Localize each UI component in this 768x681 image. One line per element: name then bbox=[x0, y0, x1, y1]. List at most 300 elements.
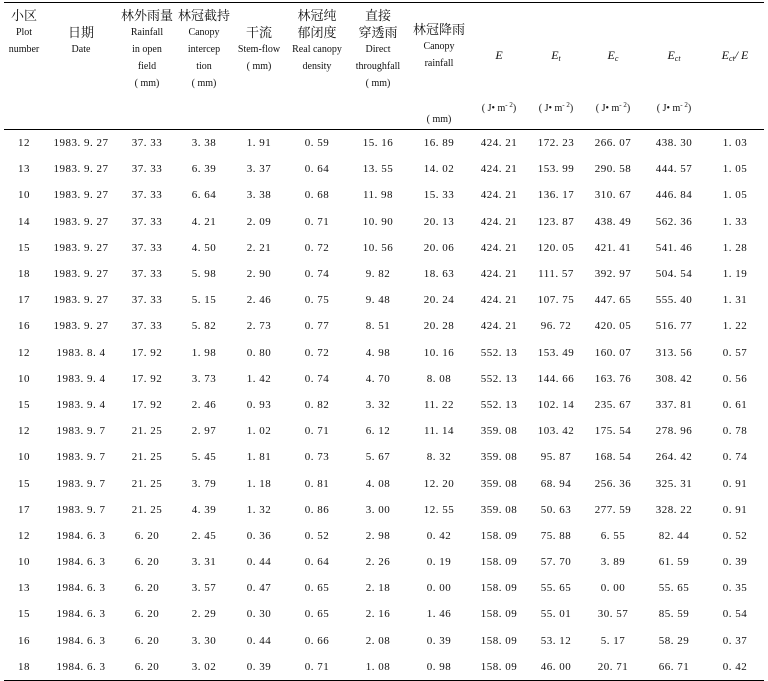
cell-Ect: 444. 57 bbox=[655, 163, 693, 176]
cell-date: 1984. 6. 3 bbox=[56, 634, 106, 647]
cell-E: 552. 13 bbox=[480, 346, 518, 359]
cell-E: 158. 09 bbox=[480, 529, 518, 542]
cell-stemflow: 0. 39 bbox=[232, 654, 286, 681]
cell-density: 0. 77 bbox=[304, 320, 330, 333]
cell-density: 0. 72 bbox=[304, 241, 330, 254]
cell-canopy-rainfall: 8. 08 bbox=[426, 372, 452, 385]
cell-stemflow: 0. 30 bbox=[246, 608, 272, 621]
header-interception: 林冠截持 Canopy intercep tion ( mm) bbox=[176, 3, 232, 130]
cell-Ec: 30. 57 bbox=[597, 608, 629, 621]
cell-stemflow: 1. 81 bbox=[246, 451, 272, 464]
cell-stemflow: 0. 47 bbox=[246, 582, 272, 595]
table-row bbox=[4, 392, 764, 418]
cell-interception: 3. 57 bbox=[191, 582, 217, 595]
cell-Et: 111. 57 bbox=[538, 268, 574, 281]
cell-rainfall: 37. 33 bbox=[131, 137, 163, 150]
cell-density: 0. 71 bbox=[304, 215, 330, 228]
cell-Ect: 85. 59 bbox=[658, 608, 690, 621]
cell-density: 0. 65 bbox=[304, 608, 330, 621]
cell-Ec: 310. 67 bbox=[594, 189, 632, 202]
cell-rainfall: 6. 20 bbox=[134, 556, 160, 569]
cell-plot: 10 bbox=[18, 556, 30, 569]
table-container bbox=[4, 0, 764, 681]
cell-Ec: 6. 55 bbox=[600, 529, 626, 542]
cell-Et: 102. 14 bbox=[537, 398, 575, 411]
cell-canopy-rainfall: 20. 28 bbox=[423, 320, 455, 333]
cell-ratio: 1. 05 bbox=[722, 189, 748, 202]
cell-rainfall: 21. 25 bbox=[131, 503, 163, 516]
cell-plot: 10 bbox=[18, 372, 30, 385]
cell-throughfall: 10. 56 bbox=[362, 241, 394, 254]
data-table bbox=[4, 2, 764, 681]
cell-plot: 15 bbox=[18, 477, 30, 490]
table-row bbox=[4, 575, 764, 601]
cell-Ect: 55. 65 bbox=[658, 582, 690, 595]
cell-rainfall: 37. 33 bbox=[131, 189, 163, 202]
table-row bbox=[4, 235, 764, 261]
cell-stemflow: 1. 91 bbox=[246, 137, 272, 150]
cell-throughfall: 2. 08 bbox=[365, 634, 391, 647]
cell-Ec: 160. 07 bbox=[594, 346, 632, 359]
cell-Ec: 421. 41 bbox=[594, 241, 632, 254]
cell-Et: 57. 70 bbox=[540, 556, 572, 569]
cell-density: 0. 66 bbox=[304, 634, 330, 647]
cell-date: 1983. 9. 27 bbox=[53, 320, 109, 333]
cell-E: 424. 21 bbox=[480, 294, 518, 307]
header-density: 林冠纯 郁闭度 Real canopy density bbox=[286, 3, 348, 130]
header-row bbox=[4, 3, 764, 130]
cell-Et: 75. 88 bbox=[540, 529, 572, 542]
cell-stemflow: 0. 36 bbox=[246, 529, 272, 542]
cell-Ec: 175. 54 bbox=[594, 425, 632, 438]
cell-stemflow: 1. 02 bbox=[246, 425, 272, 438]
table-row bbox=[4, 287, 764, 313]
cell-throughfall: 1. 08 bbox=[348, 654, 408, 681]
cell-Et: 53. 12 bbox=[540, 634, 572, 647]
cell-density: 0. 65 bbox=[304, 582, 330, 595]
cell-rainfall: 6. 20 bbox=[134, 529, 160, 542]
cell-ratio: 0. 54 bbox=[722, 608, 748, 621]
cell-E: 424. 21 bbox=[480, 137, 518, 150]
cell-stemflow: 2. 90 bbox=[246, 268, 272, 281]
cell-date: 1983. 9. 4 bbox=[56, 398, 106, 411]
cell-throughfall: 9. 48 bbox=[365, 294, 391, 307]
cell-rainfall: 6. 20 bbox=[118, 654, 176, 681]
header-throughfall: 直接 穿透雨 Direct throughfall ( mm) bbox=[348, 3, 408, 130]
cell-rainfall: 21. 25 bbox=[131, 477, 163, 490]
cell-throughfall: 11. 98 bbox=[362, 189, 394, 202]
cell-Ec: 290. 58 bbox=[594, 163, 632, 176]
cell-density: 0. 52 bbox=[304, 529, 330, 542]
cell-interception: 5. 82 bbox=[191, 320, 217, 333]
cell-rainfall: 6. 20 bbox=[134, 608, 160, 621]
cell-ratio: 0. 42 bbox=[706, 654, 764, 681]
header-canopy-rainfall: 林冠降雨 Canopy rainfall ( mm) bbox=[408, 3, 470, 130]
cell-rainfall: 17. 92 bbox=[131, 398, 163, 411]
cell-interception: 3. 73 bbox=[191, 372, 217, 385]
cell-density: 0. 64 bbox=[304, 556, 330, 569]
cell-Ect: 562. 36 bbox=[655, 215, 693, 228]
cell-Ec: 392. 97 bbox=[594, 268, 632, 281]
cell-interception: 5. 15 bbox=[191, 294, 217, 307]
cell-plot: 18 bbox=[18, 268, 30, 281]
table-row bbox=[4, 340, 764, 366]
cell-date: 1984. 6. 3 bbox=[56, 582, 106, 595]
table-row bbox=[4, 628, 764, 654]
cell-ratio: 0. 56 bbox=[722, 372, 748, 385]
cell-plot: 12 bbox=[18, 346, 30, 359]
cell-canopy-rainfall: 0. 39 bbox=[426, 634, 452, 647]
table-row bbox=[4, 313, 764, 339]
cell-interception: 5. 45 bbox=[191, 451, 217, 464]
cell-rainfall: 17. 92 bbox=[131, 372, 163, 385]
cell-stemflow: 2. 73 bbox=[246, 320, 272, 333]
cell-Et: 96. 72 bbox=[540, 320, 572, 333]
cell-density: 0. 74 bbox=[304, 372, 330, 385]
cell-canopy-rainfall: 10. 16 bbox=[423, 346, 455, 359]
cell-canopy-rainfall: 20. 24 bbox=[423, 294, 455, 307]
cell-Ect: 438. 30 bbox=[655, 137, 693, 150]
cell-Ec: 420. 05 bbox=[594, 320, 632, 333]
cell-interception: 6. 64 bbox=[191, 189, 217, 202]
table-row bbox=[4, 261, 764, 287]
header-plot: 小区 Plot number bbox=[4, 3, 44, 130]
cell-ratio: 1. 05 bbox=[722, 163, 748, 176]
cell-date: 1983. 9. 27 bbox=[53, 215, 109, 228]
cell-throughfall: 3. 00 bbox=[365, 503, 391, 516]
cell-date: 1983. 9. 7 bbox=[56, 451, 106, 464]
cell-canopy-rainfall: 20. 06 bbox=[423, 241, 455, 254]
cell-canopy-rainfall: 1. 46 bbox=[426, 608, 452, 621]
table-row bbox=[4, 601, 764, 627]
cell-E: 552. 13 bbox=[480, 398, 518, 411]
cell-date: 1984. 6. 3 bbox=[44, 654, 118, 681]
cell-Ect: 264. 42 bbox=[655, 451, 693, 464]
cell-stemflow: 2. 21 bbox=[246, 241, 272, 254]
cell-canopy-rainfall: 0. 98 bbox=[408, 654, 470, 681]
cell-plot: 15 bbox=[18, 398, 30, 411]
cell-Ec: 256. 36 bbox=[594, 477, 632, 490]
cell-interception: 1. 98 bbox=[191, 346, 217, 359]
cell-plot: 16 bbox=[18, 320, 30, 333]
cell-density: 0. 64 bbox=[304, 163, 330, 176]
cell-date: 1983. 9. 7 bbox=[56, 477, 106, 490]
cell-stemflow: 2. 09 bbox=[246, 215, 272, 228]
cell-Et: 144. 66 bbox=[537, 372, 575, 385]
cell-plot: 15 bbox=[18, 608, 30, 621]
cell-Ec: 438. 49 bbox=[594, 215, 632, 228]
cell-throughfall: 6. 12 bbox=[365, 425, 391, 438]
cell-ratio: 0. 52 bbox=[722, 529, 748, 542]
cell-interception: 2. 45 bbox=[191, 529, 217, 542]
cell-E: 424. 21 bbox=[480, 241, 518, 254]
cell-Ec: 235. 67 bbox=[594, 398, 632, 411]
cell-canopy-rainfall: 8. 32 bbox=[426, 451, 452, 464]
cell-date: 1984. 6. 3 bbox=[56, 529, 106, 542]
cell-throughfall: 9. 82 bbox=[365, 268, 391, 281]
cell-date: 1983. 9. 7 bbox=[56, 503, 106, 516]
cell-throughfall: 2. 16 bbox=[365, 608, 391, 621]
cell-rainfall: 6. 20 bbox=[134, 634, 160, 647]
cell-density: 0. 75 bbox=[304, 294, 330, 307]
cell-date: 1983. 9. 4 bbox=[56, 372, 106, 385]
cell-stemflow: 0. 44 bbox=[246, 556, 272, 569]
cell-density: 0. 86 bbox=[304, 503, 330, 516]
cell-throughfall: 15. 16 bbox=[362, 137, 394, 150]
cell-Et: 95. 87 bbox=[540, 451, 572, 464]
cell-density: 0. 82 bbox=[304, 398, 330, 411]
cell-ratio: 1. 03 bbox=[722, 137, 748, 150]
cell-E: 424. 21 bbox=[480, 268, 518, 281]
cell-throughfall: 2. 98 bbox=[365, 529, 391, 542]
cell-interception: 2. 29 bbox=[191, 608, 217, 621]
cell-Ect: 313. 56 bbox=[655, 346, 693, 359]
cell-Ect: 325. 31 bbox=[655, 477, 693, 490]
cell-rainfall: 6. 20 bbox=[134, 582, 160, 595]
cell-canopy-rainfall: 0. 42 bbox=[426, 529, 452, 542]
cell-plot: 14 bbox=[18, 215, 30, 228]
cell-date: 1983. 9. 27 bbox=[53, 241, 109, 254]
cell-interception: 3. 30 bbox=[191, 634, 217, 647]
cell-density: 0. 72 bbox=[304, 346, 330, 359]
cell-Et: 50. 63 bbox=[540, 503, 572, 516]
cell-plot: 10 bbox=[18, 189, 30, 202]
cell-E: 424. 21 bbox=[480, 189, 518, 202]
header-date: 日期 Date bbox=[44, 3, 118, 130]
cell-stemflow: 0. 44 bbox=[246, 634, 272, 647]
cell-rainfall: 37. 33 bbox=[131, 163, 163, 176]
cell-plot: 18 bbox=[4, 654, 44, 681]
cell-stemflow: 1. 18 bbox=[246, 477, 272, 490]
cell-Ect: 504. 54 bbox=[655, 268, 693, 281]
header-Ec: $E_c$ ( J• $m^{- 2}$) bbox=[584, 3, 642, 130]
cell-canopy-rainfall: 15. 33 bbox=[423, 189, 455, 202]
cell-throughfall: 4. 08 bbox=[365, 477, 391, 490]
cell-interception: 3. 31 bbox=[191, 556, 217, 569]
cell-E: 158. 09 bbox=[480, 582, 518, 595]
cell-stemflow: 3. 37 bbox=[246, 163, 272, 176]
cell-Ec: 266. 07 bbox=[594, 137, 632, 150]
cell-stemflow: 0. 93 bbox=[246, 398, 272, 411]
cell-date: 1984. 6. 3 bbox=[56, 556, 106, 569]
cell-Et: 103. 42 bbox=[537, 425, 575, 438]
cell-ratio: 1. 31 bbox=[722, 294, 748, 307]
cell-density: 0. 68 bbox=[304, 189, 330, 202]
cell-density: 0. 81 bbox=[304, 477, 330, 490]
cell-canopy-rainfall: 0. 00 bbox=[426, 582, 452, 595]
cell-canopy-rainfall: 12. 20 bbox=[423, 477, 455, 490]
cell-E: 158. 09 bbox=[480, 608, 518, 621]
header-Et: $E_t$ ( J• $m^{- 2}$) bbox=[528, 3, 584, 130]
cell-canopy-rainfall: 20. 13 bbox=[423, 215, 455, 228]
cell-rainfall: 37. 33 bbox=[131, 215, 163, 228]
table-row bbox=[4, 130, 764, 157]
cell-Ect: 516. 77 bbox=[655, 320, 693, 333]
cell-E: 552. 13 bbox=[480, 372, 518, 385]
cell-date: 1983. 8. 4 bbox=[56, 346, 106, 359]
table-row bbox=[4, 418, 764, 444]
cell-E: 424. 21 bbox=[480, 215, 518, 228]
cell-plot: 16 bbox=[18, 634, 30, 647]
cell-stemflow: 2. 46 bbox=[246, 294, 272, 307]
table-row bbox=[4, 654, 764, 681]
cell-ratio: 0. 78 bbox=[722, 425, 748, 438]
cell-plot: 12 bbox=[18, 529, 30, 542]
cell-density: 0. 74 bbox=[304, 268, 330, 281]
table-row bbox=[4, 156, 764, 182]
cell-Ect: 82. 44 bbox=[658, 529, 690, 542]
cell-Ect: 278. 96 bbox=[655, 425, 693, 438]
cell-canopy-rainfall: 11. 22 bbox=[423, 398, 455, 411]
cell-date: 1983. 9. 27 bbox=[53, 189, 109, 202]
cell-Et: 68. 94 bbox=[540, 477, 572, 490]
cell-date: 1983. 9. 7 bbox=[56, 425, 106, 438]
table-row bbox=[4, 470, 764, 496]
cell-date: 1983. 9. 27 bbox=[53, 163, 109, 176]
table-row bbox=[4, 366, 764, 392]
cell-rainfall: 37. 33 bbox=[131, 320, 163, 333]
cell-stemflow: 1. 42 bbox=[246, 372, 272, 385]
cell-throughfall: 5. 67 bbox=[365, 451, 391, 464]
cell-Ec: 447. 65 bbox=[594, 294, 632, 307]
table-body bbox=[4, 130, 764, 681]
cell-ratio: 1. 28 bbox=[722, 241, 748, 254]
cell-Ect: 308. 42 bbox=[655, 372, 693, 385]
cell-Et: 153. 99 bbox=[537, 163, 575, 176]
cell-rainfall: 17. 92 bbox=[131, 346, 163, 359]
cell-E: 359. 08 bbox=[480, 503, 518, 516]
cell-date: 1984. 6. 3 bbox=[56, 608, 106, 621]
cell-ratio: 1. 19 bbox=[722, 268, 748, 281]
cell-Et: 120. 05 bbox=[537, 241, 575, 254]
cell-Et: 123. 87 bbox=[537, 215, 575, 228]
cell-ratio: 0. 57 bbox=[722, 346, 748, 359]
cell-ratio: 0. 74 bbox=[722, 451, 748, 464]
cell-throughfall: 2. 26 bbox=[365, 556, 391, 569]
cell-ratio: 1. 22 bbox=[722, 320, 748, 333]
cell-E: 424. 21 bbox=[480, 320, 518, 333]
header-stemflow: 干流 Stem-flow ( mm) bbox=[232, 3, 286, 130]
header-rainfall: 林外雨量 Rainfall in open field ( mm) bbox=[118, 3, 176, 130]
table-row bbox=[4, 523, 764, 549]
cell-Ec: 0. 00 bbox=[600, 582, 626, 595]
cell-canopy-rainfall: 11. 14 bbox=[423, 425, 455, 438]
cell-Et: 172. 23 bbox=[537, 137, 575, 150]
cell-date: 1983. 9. 27 bbox=[53, 137, 109, 150]
cell-throughfall: 8. 51 bbox=[365, 320, 391, 333]
cell-throughfall: 10. 90 bbox=[362, 215, 394, 228]
cell-density: 0. 73 bbox=[304, 451, 330, 464]
cell-E: 359. 08 bbox=[480, 477, 518, 490]
cell-Ect: 61. 59 bbox=[658, 556, 690, 569]
cell-plot: 17 bbox=[18, 503, 30, 516]
cell-date: 1983. 9. 27 bbox=[53, 294, 109, 307]
cell-Ec: 163. 76 bbox=[594, 372, 632, 385]
cell-ratio: 0. 39 bbox=[722, 556, 748, 569]
cell-plot: 15 bbox=[18, 241, 30, 254]
cell-interception: 3. 79 bbox=[191, 477, 217, 490]
cell-ratio: 0. 35 bbox=[722, 582, 748, 595]
cell-E: 158. 09 bbox=[480, 556, 518, 569]
table-row bbox=[4, 444, 764, 470]
cell-throughfall: 13. 55 bbox=[362, 163, 394, 176]
cell-rainfall: 37. 33 bbox=[131, 241, 163, 254]
table-row bbox=[4, 549, 764, 575]
cell-plot: 10 bbox=[18, 451, 30, 464]
cell-density: 0. 71 bbox=[286, 654, 348, 681]
cell-Ec: 168. 54 bbox=[594, 451, 632, 464]
cell-throughfall: 4. 70 bbox=[365, 372, 391, 385]
cell-density: 0. 71 bbox=[304, 425, 330, 438]
table-row bbox=[4, 182, 764, 208]
cell-Ect: 541. 46 bbox=[655, 241, 693, 254]
cell-E: 158. 09 bbox=[470, 654, 528, 681]
cell-Ect: 337. 81 bbox=[655, 398, 693, 411]
cell-stemflow: 1. 32 bbox=[246, 503, 272, 516]
cell-E: 359. 08 bbox=[480, 425, 518, 438]
cell-rainfall: 37. 33 bbox=[131, 268, 163, 281]
cell-interception: 6. 39 bbox=[191, 163, 217, 176]
cell-interception: 4. 50 bbox=[191, 241, 217, 254]
cell-Ect: 66. 71 bbox=[642, 654, 706, 681]
cell-canopy-rainfall: 16. 89 bbox=[423, 137, 455, 150]
cell-interception: 3. 02 bbox=[176, 654, 232, 681]
header-ratio: $E_{ct}/$ E bbox=[706, 3, 764, 130]
header-E: E ( J• $m^{- 2}$) bbox=[470, 3, 528, 130]
cell-E: 158. 09 bbox=[480, 634, 518, 647]
cell-interception: 5. 98 bbox=[191, 268, 217, 281]
table-row bbox=[4, 209, 764, 235]
cell-canopy-rainfall: 12. 55 bbox=[423, 503, 455, 516]
cell-Ect: 328. 22 bbox=[655, 503, 693, 516]
cell-E: 359. 08 bbox=[480, 451, 518, 464]
cell-Et: 136. 17 bbox=[537, 189, 575, 202]
cell-plot: 12 bbox=[18, 137, 30, 150]
cell-density: 0. 59 bbox=[304, 137, 330, 150]
cell-Ec: 20. 71 bbox=[584, 654, 642, 681]
cell-canopy-rainfall: 18. 63 bbox=[423, 268, 455, 281]
cell-Ect: 446. 84 bbox=[655, 189, 693, 202]
header-Ect: $E_{ct}$ ( J• $m^{- 2}$) bbox=[642, 3, 706, 130]
table-row bbox=[4, 497, 764, 523]
cell-plot: 12 bbox=[18, 425, 30, 438]
cell-Ect: 555. 40 bbox=[655, 294, 693, 307]
cell-Ect: 58. 29 bbox=[658, 634, 690, 647]
cell-ratio: 0. 91 bbox=[722, 503, 748, 516]
cell-rainfall: 21. 25 bbox=[131, 425, 163, 438]
cell-interception: 4. 21 bbox=[191, 215, 217, 228]
cell-interception: 4. 39 bbox=[191, 503, 217, 516]
cell-Et: 55. 01 bbox=[540, 608, 572, 621]
cell-Et: 107. 75 bbox=[537, 294, 575, 307]
cell-ratio: 1. 33 bbox=[722, 215, 748, 228]
cell-Et: 55. 65 bbox=[540, 582, 572, 595]
cell-plot: 13 bbox=[18, 163, 30, 176]
cell-stemflow: 0. 80 bbox=[246, 346, 272, 359]
cell-plot: 17 bbox=[18, 294, 30, 307]
cell-canopy-rainfall: 0. 19 bbox=[426, 556, 452, 569]
cell-canopy-rainfall: 14. 02 bbox=[423, 163, 455, 176]
cell-E: 424. 21 bbox=[480, 163, 518, 176]
cell-throughfall: 3. 32 bbox=[365, 398, 391, 411]
cell-Et: 46. 00 bbox=[528, 654, 584, 681]
cell-rainfall: 21. 25 bbox=[131, 451, 163, 464]
cell-Et: 153. 49 bbox=[537, 346, 575, 359]
cell-plot: 13 bbox=[18, 582, 30, 595]
cell-interception: 2. 46 bbox=[191, 398, 217, 411]
cell-ratio: 0. 61 bbox=[722, 398, 748, 411]
cell-Ec: 3. 89 bbox=[600, 556, 626, 569]
